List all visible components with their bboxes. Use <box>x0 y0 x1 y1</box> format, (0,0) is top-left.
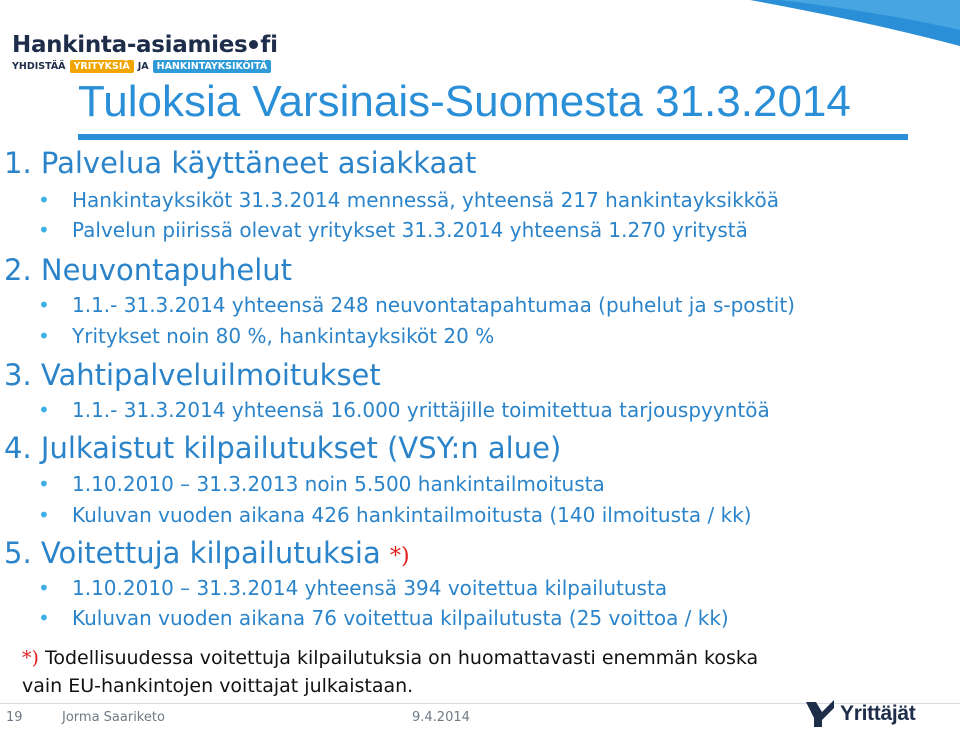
logo-name-part2: fi <box>260 32 278 58</box>
section-4-bullet-2: Kuluvan vuoden aikana 426 hankintailmoitusta (140 ilmoitusta / kk) <box>72 503 752 527</box>
footnote-line-2: vain EU-hankintojen voittajat julkaistaan. <box>22 675 414 697</box>
section-2-bullet-2: Yritykset noin 80 %, hankintayksiköt 20 % <box>72 324 495 348</box>
corner-decoration-icon <box>750 0 960 46</box>
bullet-dot-icon: • <box>38 576 50 600</box>
section-3-heading: 3. Vahtipalveluilmoitukset <box>4 358 381 392</box>
bullet-dot-icon: • <box>38 606 50 630</box>
section-1-bullet-1: Hankintayksiköt 31.3.2014 mennessä, yhteensä 217 hankintayksikköä <box>72 188 780 212</box>
section-4-bullet-1: 1.10.2010 – 31.3.2013 noin 5.500 hankintailmoitusta <box>72 472 605 496</box>
section-5-bullet-2: Kuluvan vuoden aikana 76 voitettua kilpailutusta (25 voittoa / kk) <box>72 606 729 630</box>
bullet-dot-icon: • <box>38 293 50 317</box>
bullet-dot-icon: • <box>38 398 50 422</box>
section-5-bullet-1: 1.10.2010 – 31.3.2014 yhteensä 394 voitettua kilpailutusta <box>72 576 668 600</box>
section-1-bullet-2: Palvelun piirissä olevat yritykset 31.3.2014 yhteensä 1.270 yritystä <box>72 218 748 242</box>
logo-name-part1: Hankinta-asiamies <box>12 32 248 58</box>
page-number: 19 <box>6 710 23 725</box>
logo-dot-icon <box>249 40 258 49</box>
footnote-marker: *) <box>22 647 39 669</box>
section-1-heading: 1. Palvelua käyttäneet asiakkaat <box>4 146 477 180</box>
logo-tagline-4: HANKINTAYKSIKÖITÄ <box>153 60 272 73</box>
yrittajat-wordmark: Yrittäjät <box>840 702 916 725</box>
hankinta-asiamies-logo <box>12 32 278 73</box>
logo-tagline-1: YHDISTÄÄ <box>12 61 66 72</box>
footnote-line-1: Todellisuudessa voitettuja kilpailutuksia on huomattavasti enemmän koska <box>44 647 759 669</box>
bullet-dot-icon: • <box>38 472 50 496</box>
section-2-heading: 2. Neuvontapuhelut <box>4 253 293 287</box>
page-title: Tuloksia Varsinais-Suomesta 31.3.2014 <box>78 77 851 126</box>
title-underline <box>78 134 908 140</box>
footnote <box>22 644 822 700</box>
yrittajat-logo <box>804 700 916 728</box>
footer-author: Jorma Saariketo <box>62 710 165 725</box>
logo-wordmark <box>12 32 278 58</box>
section-2-bullet-1: 1.1.- 31.3.2014 yhteensä 248 neuvontatapahtumaa (puhelut ja s-postit) <box>72 293 795 317</box>
footnote-marker: *) <box>389 544 410 569</box>
section-4-heading: 4. Julkaistut kilpailutukset (VSY:n alue) <box>4 431 562 465</box>
section-5-heading <box>4 536 410 574</box>
logo-tagline <box>12 60 278 73</box>
bullet-dot-icon: • <box>38 503 50 527</box>
bullet-dot-icon: • <box>38 324 50 348</box>
yrittajat-mark-icon <box>804 700 836 728</box>
bullet-dot-icon: • <box>38 188 50 212</box>
footer-date: 9.4.2014 <box>412 710 470 725</box>
section-5-heading-text: 5. Voitettuja kilpailutuksia <box>4 536 381 570</box>
section-3-bullet-1: 1.1.- 31.3.2014 yhteensä 16.000 yrittäjille toimitettua tarjouspyyntöä <box>72 398 770 422</box>
bullet-dot-icon: • <box>38 218 50 242</box>
logo-tagline-2: YRITYKSIÄ <box>70 60 134 73</box>
logo-tagline-3: JA <box>137 61 149 72</box>
